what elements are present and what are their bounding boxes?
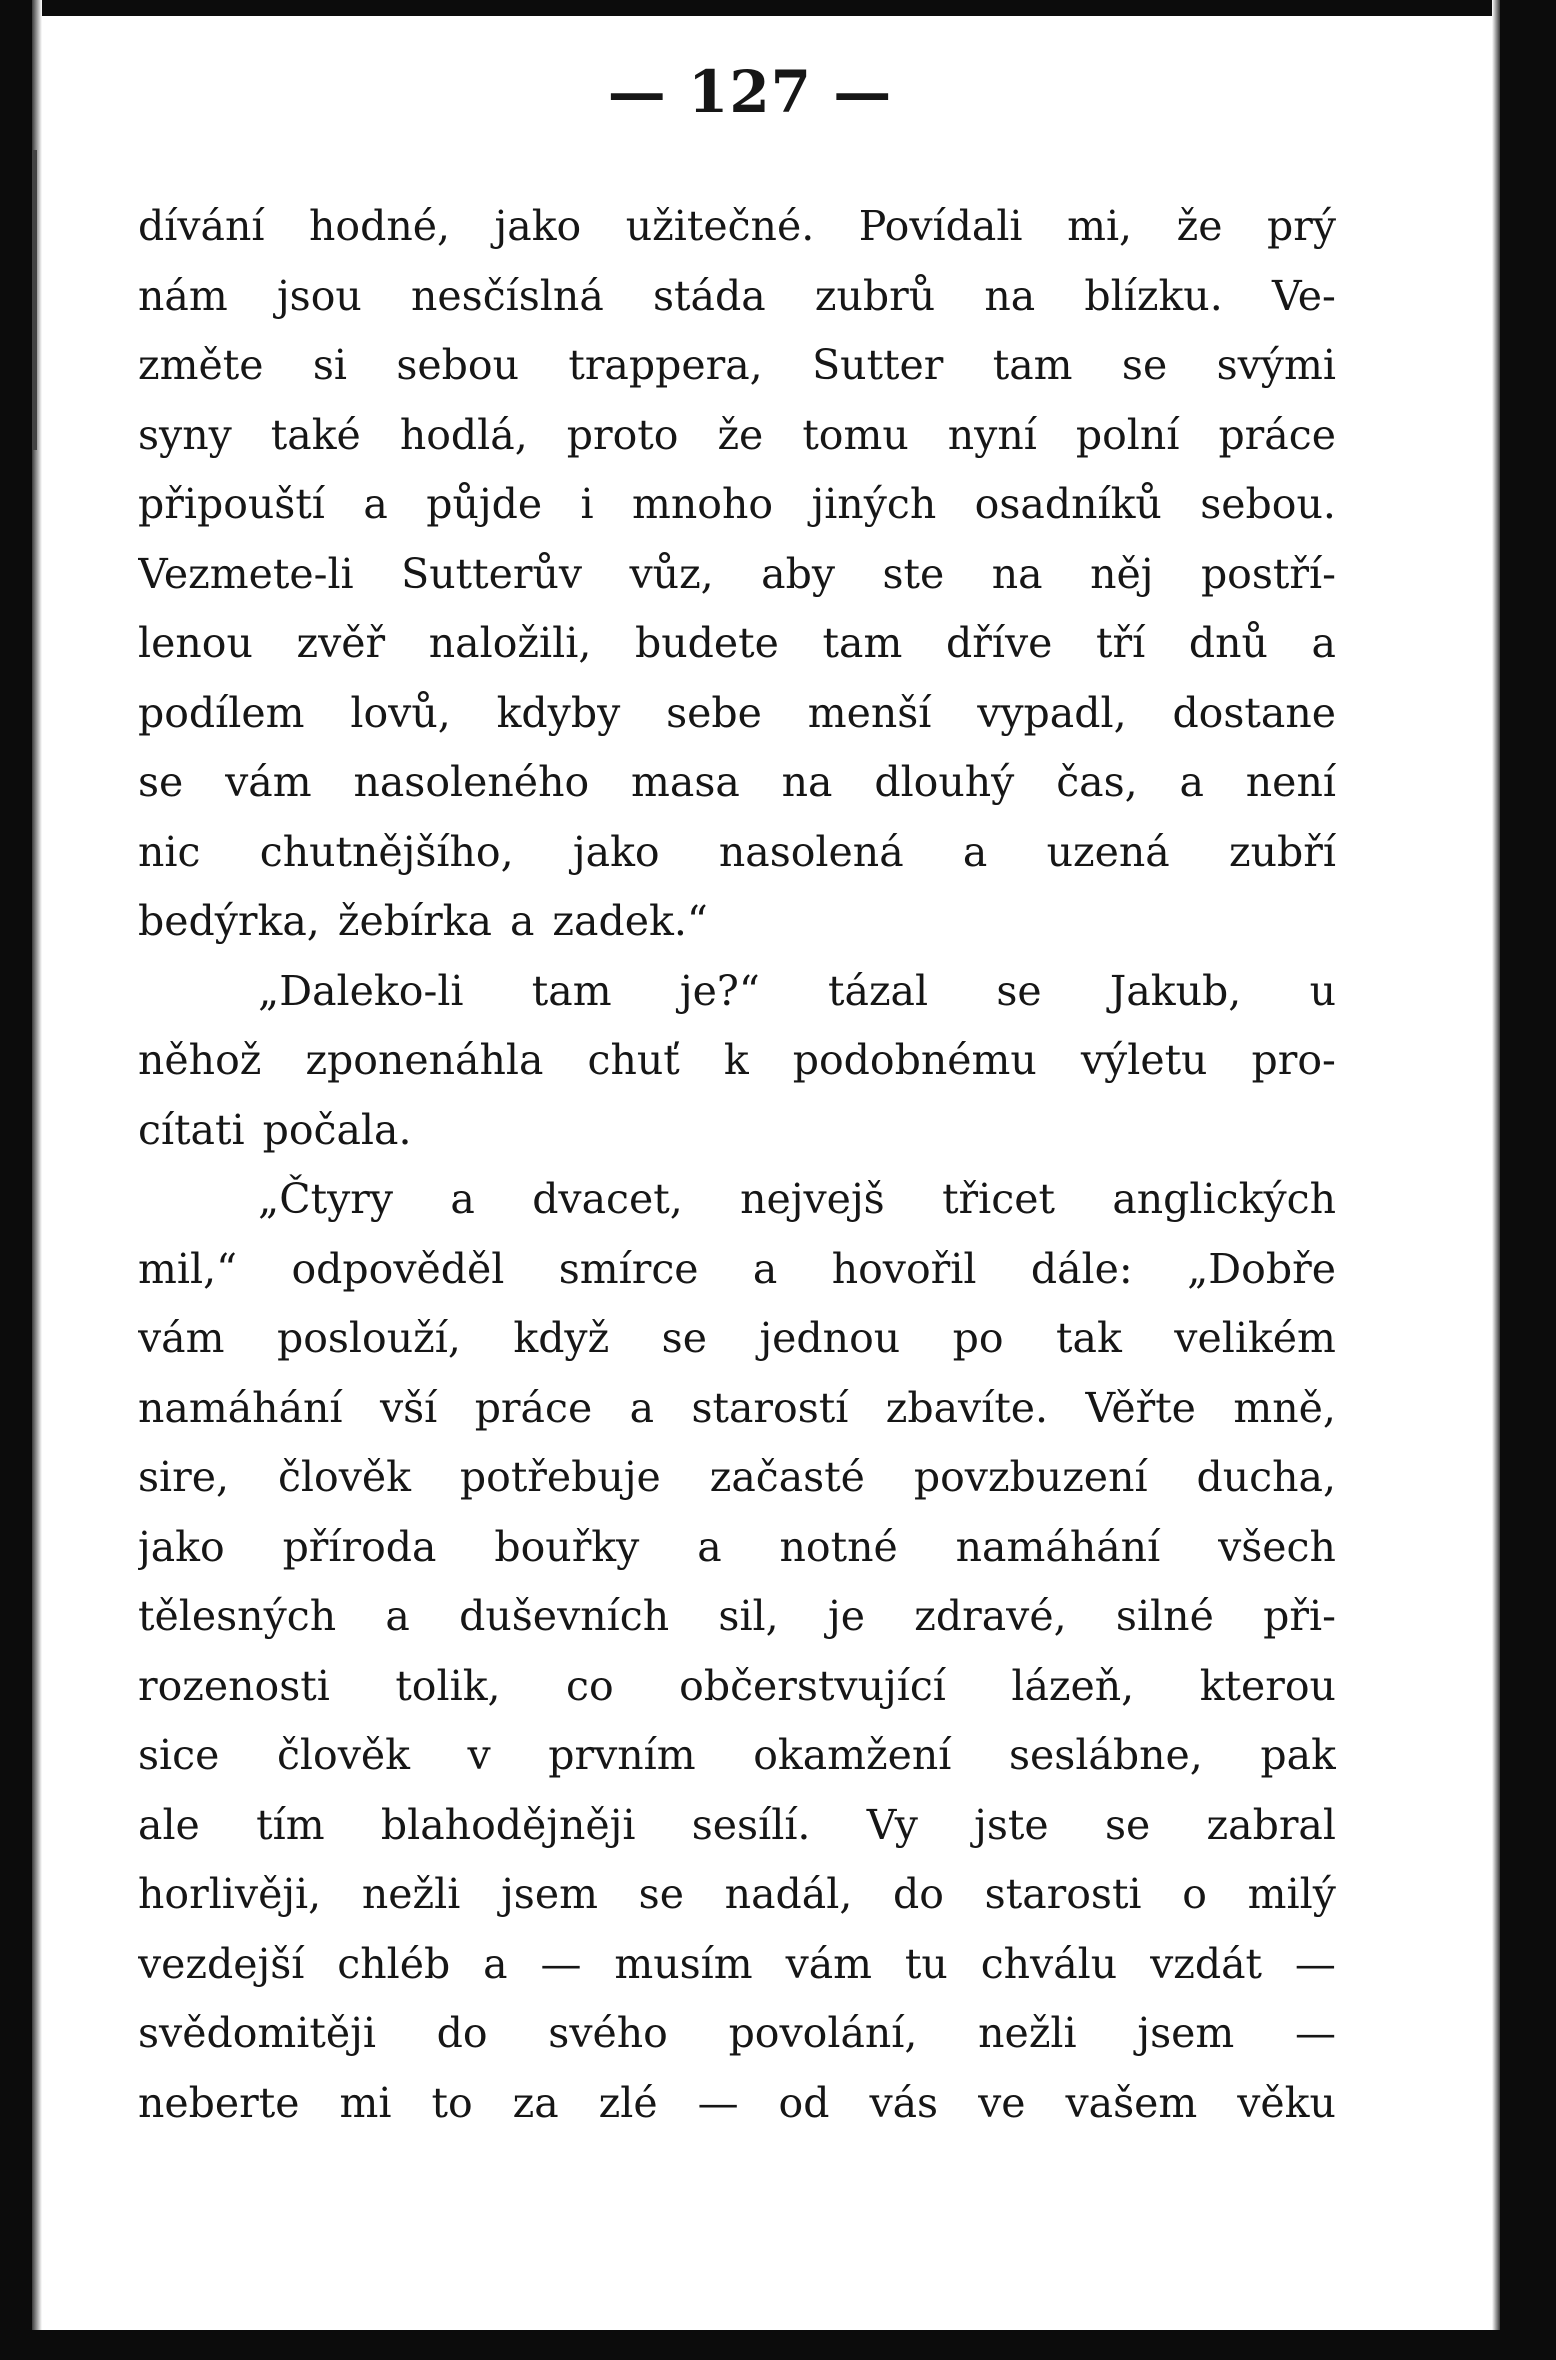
word: dlouhý [874, 758, 1015, 806]
word: sebou. [1200, 480, 1336, 528]
word: zubrů [814, 271, 936, 320]
text-line-23 [138, 1721, 1336, 1791]
word: osadníků [974, 480, 1162, 528]
word: naložili, [428, 619, 592, 667]
text-line-5 [138, 470, 1336, 540]
word: svědomitěji [138, 2009, 376, 2057]
word: lovů, [350, 688, 451, 737]
word: vypadl, [977, 688, 1127, 737]
word: a [509, 897, 535, 945]
word: se [1121, 341, 1168, 389]
word: není [1245, 758, 1336, 806]
word: potřebuje [459, 1453, 661, 1501]
word: nejvejš [740, 1175, 885, 1223]
word: mi, [1067, 202, 1133, 250]
word: kterou [1199, 1661, 1336, 1710]
word: chuť [587, 1036, 680, 1084]
word: pro- [1251, 1036, 1336, 1084]
word: sire, [138, 1453, 230, 1501]
word: sebou [396, 341, 519, 389]
word: kdyby [496, 688, 621, 737]
word: třicet [942, 1175, 1055, 1223]
word: zbavíte. [885, 1383, 1049, 1432]
word: dále: [1030, 1244, 1133, 1293]
word: „Dobře [1187, 1244, 1336, 1293]
word: starosti [984, 1870, 1142, 1918]
text-line-11 [138, 887, 1336, 957]
word: zlé [598, 2078, 658, 2127]
word: jste [974, 1800, 1049, 1849]
word: chválu [980, 1939, 1118, 1988]
word: i [580, 480, 594, 528]
word: zadek.“ [552, 897, 708, 945]
word: člověk [277, 1453, 411, 1501]
word: lázeň, [1011, 1661, 1135, 1710]
word: půjde [426, 480, 543, 528]
word: a [1311, 619, 1336, 667]
word: milý [1247, 1870, 1336, 1918]
word: jako [572, 827, 660, 876]
word: do [893, 1870, 944, 1918]
word: nesčíslná [410, 271, 604, 320]
word: tolik, [395, 1661, 501, 1710]
word: anglických [1112, 1175, 1336, 1223]
text-line-24 [138, 1791, 1336, 1861]
word: připouští [138, 480, 325, 528]
text-line-13 [138, 1026, 1336, 1096]
word: hodné, [308, 202, 451, 250]
scan-border-top [0, 0, 1556, 16]
word: tělesných [138, 1592, 337, 1640]
word: výletu [1080, 1036, 1208, 1084]
text-line-14 [138, 1096, 1336, 1166]
word: polní [1075, 410, 1180, 459]
word: syny [138, 410, 232, 459]
text-line-25 [138, 1860, 1336, 1930]
word: se [996, 966, 1042, 1015]
word: podílem [138, 688, 305, 737]
word: vší [379, 1383, 438, 1432]
word: silné [1115, 1592, 1214, 1640]
word: tří [1096, 619, 1146, 667]
word: — [1294, 2009, 1336, 2057]
word: tomu [802, 410, 909, 459]
word: je [828, 1592, 865, 1640]
text-line-28 [138, 2069, 1336, 2139]
word: velikém [1174, 1314, 1336, 1362]
word: menší [807, 688, 932, 737]
word: svého [548, 2009, 668, 2057]
word: tam [531, 966, 612, 1015]
word: bouřky [494, 1522, 640, 1571]
word: prý [1266, 202, 1336, 250]
word: neberte [138, 2078, 300, 2127]
text-line-8 [138, 679, 1336, 749]
word: vůz, [629, 549, 714, 598]
word: tak [1056, 1314, 1122, 1362]
word: nasoleného [353, 758, 590, 806]
scan-border-left [0, 0, 32, 2360]
word: a [962, 827, 988, 876]
word: a [450, 1175, 475, 1223]
word: hodlá, [399, 410, 528, 459]
word: jsou [276, 271, 362, 320]
text-line-16 [138, 1235, 1336, 1305]
word: sice [138, 1731, 220, 1779]
word: všech [1218, 1522, 1336, 1571]
word: jednou [759, 1314, 901, 1362]
word: po [952, 1314, 1004, 1362]
word: o [1182, 1870, 1207, 1918]
word: na [781, 758, 833, 806]
word: ste [882, 549, 945, 598]
word: zvěř [296, 619, 386, 667]
text-line-2 [138, 262, 1336, 332]
word: dvacet, [532, 1175, 683, 1223]
word: zdravé, [914, 1592, 1067, 1640]
word: něj [1090, 549, 1154, 598]
word: změte [138, 341, 264, 389]
text-line-20 [138, 1513, 1336, 1583]
word: užitečné. [625, 202, 815, 250]
word: pak [1260, 1731, 1336, 1779]
word: a [629, 1383, 655, 1432]
word: nám [138, 271, 228, 320]
word: — [1294, 1939, 1336, 1988]
word: čas, [1056, 758, 1138, 806]
word: vám [225, 758, 312, 806]
page-number: — 127 — [607, 58, 893, 126]
text-line-9 [138, 748, 1336, 818]
word: a [752, 1244, 778, 1293]
word: nadál, [724, 1870, 853, 1918]
word: povolání, [728, 2009, 918, 2057]
word: nic [138, 827, 201, 876]
word: mnoho [632, 480, 774, 528]
word: tím [256, 1800, 325, 1849]
word: chléb [337, 1939, 451, 1988]
word: práce [474, 1383, 593, 1432]
word: sesílí. [691, 1800, 811, 1849]
word: sil, [718, 1592, 779, 1640]
text-line-18 [138, 1374, 1336, 1444]
word: mil,“ [138, 1244, 238, 1293]
word: to [431, 2078, 473, 2127]
word: v [467, 1731, 491, 1779]
word: se [661, 1314, 707, 1362]
text-line-15 [138, 1165, 1336, 1235]
scan-border-bottom [0, 2330, 1556, 2360]
text-line-6 [138, 540, 1336, 610]
word: Ve- [1271, 271, 1336, 320]
word: blahodějněji [380, 1800, 636, 1849]
word: trappera, [568, 341, 763, 389]
scan-border-right [1500, 0, 1556, 2360]
word: okamžení [753, 1731, 952, 1779]
word: vás [869, 2078, 939, 2127]
word: při- [1263, 1592, 1336, 1640]
word: lenou [138, 619, 253, 667]
word: dívání [138, 202, 265, 250]
text-line-17 [138, 1304, 1336, 1374]
word: uzená [1046, 827, 1170, 876]
word: je?“ [679, 966, 760, 1015]
word: práce [1218, 410, 1336, 459]
word: příroda [282, 1522, 437, 1571]
word: jsem [1137, 2009, 1235, 2057]
scan-artifact-mark [32, 150, 37, 450]
word: do [436, 2009, 488, 2057]
word: jsem [501, 1870, 598, 1918]
word: a [1179, 758, 1204, 806]
word: na [991, 549, 1043, 598]
word: nyní [947, 410, 1037, 459]
word: u [1309, 966, 1336, 1015]
word: také [270, 410, 361, 459]
word: „Daleko-li [258, 966, 464, 1015]
word: starostí [691, 1383, 849, 1432]
word: a [385, 1592, 410, 1640]
word: se [638, 1870, 684, 1918]
word: chutnějšího, [259, 827, 514, 876]
word: občerstvující [679, 1661, 946, 1710]
word: smírce [558, 1244, 699, 1293]
text-line-12 [138, 957, 1336, 1027]
word: dostane [1172, 688, 1336, 737]
word: rozenosti [138, 1661, 330, 1710]
word: na [984, 271, 1036, 320]
word: svými [1216, 341, 1336, 389]
word: Jakub, [1109, 966, 1242, 1015]
word: stáda [652, 271, 766, 320]
word: seslábne, [1008, 1731, 1203, 1779]
word: nežli [978, 2009, 1077, 2057]
word: tu [904, 1939, 948, 1988]
text-line-26 [138, 1930, 1336, 2000]
word: nasolená [718, 827, 904, 876]
word: vzdát [1150, 1939, 1262, 1988]
word: žebírka [337, 897, 492, 945]
text-line-7 [138, 609, 1336, 679]
word: se [1104, 1800, 1151, 1849]
word: Povídali [858, 202, 1023, 250]
word: sebe [666, 688, 762, 737]
word: člověk [276, 1731, 410, 1779]
word: vašem [1065, 2078, 1198, 2127]
word: aby [761, 549, 836, 598]
word: namáhání [955, 1522, 1161, 1571]
word: a [697, 1522, 722, 1571]
word: začasté [709, 1453, 865, 1501]
word: musím [614, 1939, 753, 1988]
word: dříve [945, 619, 1053, 667]
word: co [566, 1661, 614, 1710]
word: že [1176, 202, 1223, 250]
word: si [312, 341, 347, 389]
word: vám [138, 1314, 225, 1362]
word: — [697, 2078, 739, 2127]
word: blízku. [1084, 271, 1223, 320]
word: bedýrka, [138, 897, 320, 945]
word: masa [631, 758, 740, 806]
word: odpověděl [291, 1244, 505, 1293]
word: vám [785, 1939, 873, 1988]
word: poslouží, [276, 1314, 461, 1362]
word: hovořil [831, 1244, 977, 1293]
word: — [540, 1939, 582, 1988]
text-line-22 [138, 1652, 1336, 1722]
word: tázal [828, 966, 929, 1015]
text-line-10 [138, 818, 1336, 888]
word: jako [494, 202, 582, 250]
text-line-3 [138, 331, 1336, 401]
word: a [363, 480, 388, 528]
text-line-1 [138, 192, 1336, 262]
word: nežli [361, 1870, 461, 1918]
word: když [513, 1314, 610, 1362]
word: mi [339, 2078, 392, 2127]
word: „Čtyry [258, 1175, 394, 1223]
word: Vy [866, 1800, 918, 1849]
word: Vezmete-li [138, 549, 354, 598]
word: od [778, 2078, 830, 2127]
word: duševních [459, 1592, 670, 1640]
word: budete [635, 619, 779, 667]
body-text [138, 192, 1336, 2138]
word: zabral [1206, 1800, 1336, 1849]
text-line-19 [138, 1443, 1336, 1513]
word: namáhání [138, 1383, 343, 1432]
word: zponenáhla [305, 1036, 544, 1084]
word: notné [779, 1522, 898, 1571]
word: tam [992, 341, 1073, 389]
word: jako [138, 1522, 225, 1571]
word: zubří [1228, 827, 1336, 876]
word: postří- [1200, 549, 1336, 598]
word: něhož [138, 1036, 262, 1084]
text-line-27 [138, 1999, 1336, 2069]
scan-shadow-right [1492, 0, 1500, 2360]
word: podobnému [792, 1036, 1037, 1084]
word: tam [822, 619, 903, 667]
text-line-4 [138, 401, 1336, 471]
word: ale [138, 1800, 200, 1849]
word: mně, [1233, 1383, 1336, 1432]
word: že [717, 410, 764, 459]
word: proto [566, 410, 679, 459]
word: jiných [811, 480, 937, 528]
word: prvním [548, 1731, 696, 1779]
word: za [512, 2078, 559, 2127]
word: ve [978, 2078, 1026, 2127]
word: dnů [1188, 619, 1268, 667]
word: Sutter [812, 341, 944, 389]
word: povzbuzení [913, 1453, 1148, 1501]
word: k [723, 1036, 749, 1084]
word: počala. [262, 1105, 412, 1154]
word: cítati [138, 1105, 245, 1154]
text-line-21 [138, 1582, 1336, 1652]
word: Sutterův [401, 549, 583, 598]
word: a [483, 1939, 508, 1988]
word: se [138, 758, 184, 806]
word: vezdejší [138, 1939, 305, 1988]
word: Věřte [1085, 1383, 1196, 1432]
word: ducha, [1196, 1453, 1336, 1501]
word: věku [1237, 2078, 1336, 2127]
word: horlivěji, [138, 1870, 322, 1918]
